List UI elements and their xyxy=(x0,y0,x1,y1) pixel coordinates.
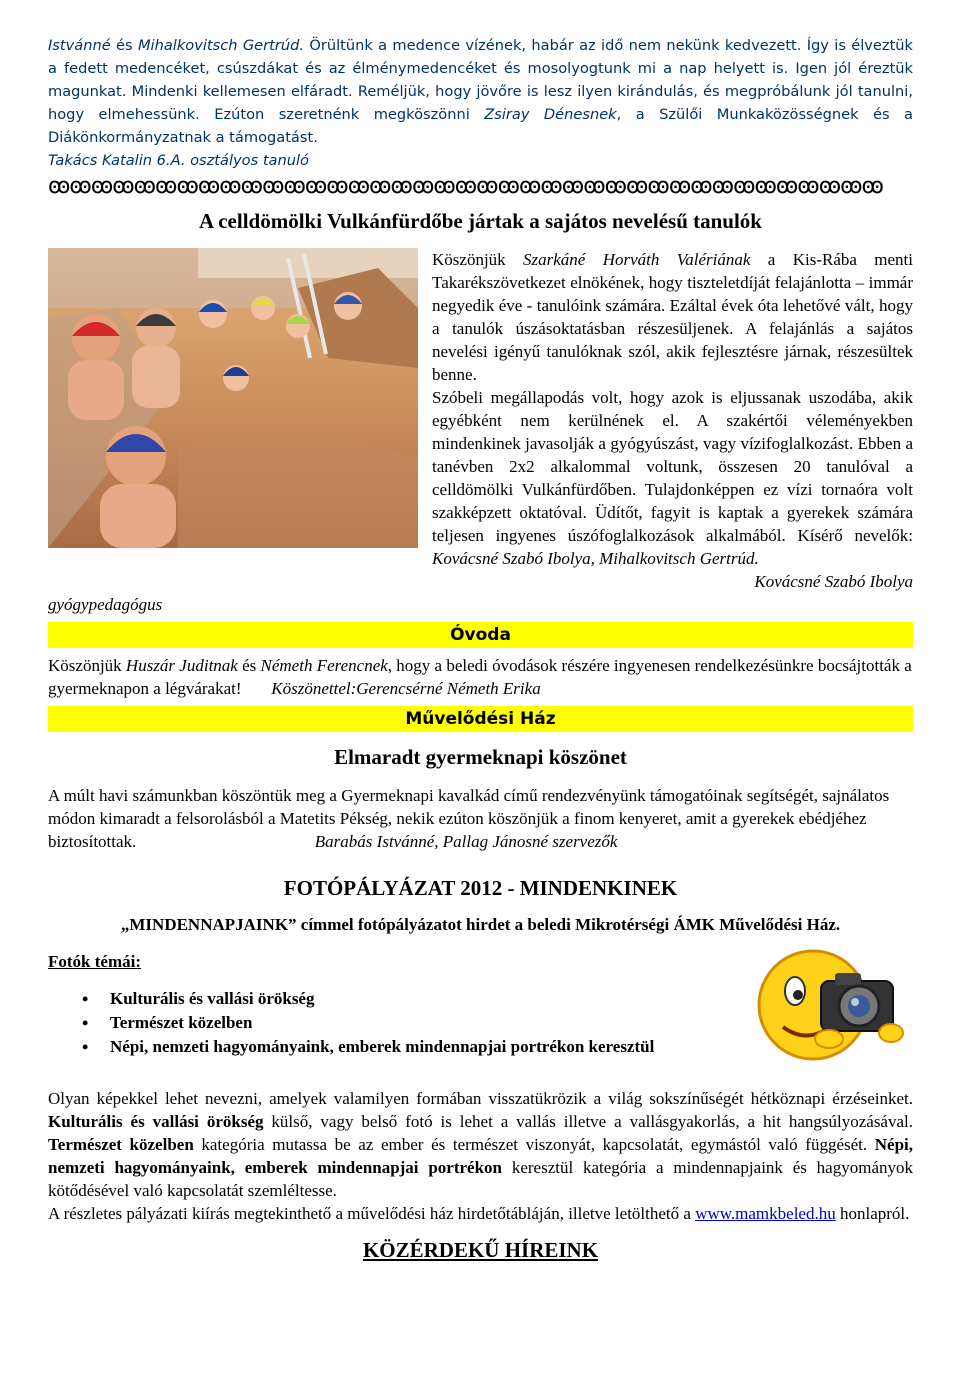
donor-name: Szarkáné Horváth Valériának xyxy=(523,250,751,269)
foto-text: Olyan képekkel lehet nevezni, amelyek valamilyen formában visszatükrözik a világ sokszínűségét hétköznapi érzéseinket. xyxy=(48,1089,913,1108)
article-text: Köszönjük xyxy=(432,250,524,269)
newsletter-page xyxy=(48,34,913,1263)
foto-category-3: Népi, nemzeti hagyományaink, emberek mindennapjai portrékon xyxy=(48,1135,913,1177)
website-link[interactable]: www.mamkbeled.hu xyxy=(695,1204,836,1223)
teacher-names: Kovácsné Szabó Ibolya, Mihalkovitsch Gertrúd. xyxy=(432,549,759,568)
ovoda-name-2: Németh Ferencnek xyxy=(260,656,388,675)
section-bar-muvelodesi-haz: Művelődési Ház xyxy=(48,706,913,732)
topic-item: • Kulturális és vallási örökség xyxy=(110,987,913,1011)
ovoda-thanks xyxy=(48,654,913,700)
conjunction: és xyxy=(237,656,261,675)
article-text-3: Szóbeli megállapodás volt, hogy azok is eljussanak uszodába, akik egyébként nem kerülnének el. A szakértői véleményekben mindenkinek javasolják a gyógyúszást, vagy vízifoglalkozást. Ebben a tanévben 2x2 alkalommal voltunk, összesen 20 tanulóval a celldömölki Vulkánfürdőben. Tulajdonképpen ez vízi tornaóra volt szakképzett oktatóval. Üdítőt, fagyit is kaptak a gyerekek számára teljesen ingyenes úszófoglalkozások alkalmából. Kísérő nevelők: xyxy=(432,388,913,545)
muvelodesi-title: Elmaradt gyermeknapi köszönet xyxy=(334,745,627,769)
muvelodesi-body: A múlt havi számunkban köszöntük meg a Gyermeknapi kavalkád című rendezvényünk támogatóinak segítségét, sajnálatos módon kimaradt a felsorolásból a Matetits Pékség, nekik ezúton köszönjük a finom kenyeret, amit a gyerekek ebédjéhez biztosítottak. xyxy=(48,786,890,851)
author-name-2: Mihalkovitsch Gertrúd. xyxy=(137,37,304,54)
muvelodesi-text xyxy=(48,784,913,853)
topic-item: • Népi, nemzeti hagyományaink, emberek mindennapjai portrékon keresztül xyxy=(110,1035,913,1059)
section-bar-ovoda: Óvoda xyxy=(48,622,913,648)
topics-label: Fotók témái: xyxy=(48,952,142,971)
conjunction: és xyxy=(110,37,138,54)
article-text-2: a Kis-Rába menti Takarékszövetkezet elnökének, hogy tiszteletdíját felajánlotta – immár negyedik éve - tanulóink számára. Ezáltal évek óta lehetővé vált, hogy a tanulók úszásoktatásban részesüljenek. A felajánlás a sajátos nevelési igényű tanulóknak szól, akik fejlesztésre járnak, részesültek benne. xyxy=(432,250,913,384)
ovoda-signature: Köszönettel:Gerencsérné Németh Erika xyxy=(271,679,541,698)
foto-text-3: kategória mutassa be az ember és természet viszonyát, kapcsolatát, egymástól való függését. xyxy=(193,1135,875,1154)
foto-category-1: Kulturális és vallási örökség xyxy=(48,1112,264,1131)
topics-block xyxy=(48,987,913,1081)
pool-photo-image xyxy=(48,248,418,548)
report-body: Örültünk a medence vízének, habár az idő nem nekünk kedvezett. Így is élveztük a fedett medencéket, csúszdákat és az élménymedencéket és mosolyogtunk mi a nap helyett is. Igen jól éreztük magunkat. Mindenki kellemesen elfáradt. Reméljük, hogy jövőre is lesz ilyen kirándulás, és megpróbálunk jól tanulni, hogy elmehessünk. Ezúton szeretnénk megköszönni xyxy=(48,37,913,123)
foto-contest-call: „MINDENNAPJAINK” címmel fotópályázatot hirdet a beledi Mikrotérségi ÁMK Művelődési Ház. xyxy=(120,915,841,934)
ovoda-text: Köszönjük xyxy=(48,656,126,675)
foto-contest-text xyxy=(48,1087,913,1225)
article-signature-role: gyógypedagógus xyxy=(48,595,163,614)
report-signature: Takács Katalin 6.A. osztályos tanuló xyxy=(48,152,309,169)
topic-item: • Természet közelben xyxy=(110,1011,913,1035)
foto-contest-title: FOTÓPÁLYÁZAT 2012 - MINDENKINEK xyxy=(283,876,678,900)
report-body-2: , a Szülői Munkaközösségnek és a Diákönkormányzatnak a támogatást. xyxy=(48,106,913,146)
ovoda-text-2: , hogy a beledi óvodások részére ingyenesen rendelkezésünkre bocsájtották a gyermeknapon a légvárakat! xyxy=(48,656,912,698)
swim-report xyxy=(48,34,913,172)
article-signature-name: Kovácsné Szabó Ibolya xyxy=(754,572,913,591)
author-name: Istvánné xyxy=(48,37,111,54)
ovoda-name-1: Huszár Juditnak xyxy=(125,656,238,675)
public-news-title: KÖZÉRDEKŰ HÍREINK xyxy=(362,1238,599,1262)
foto-text-5: A részletes pályázati kiírás megtekinthető a művelődési ház hirdetőtábláján, illetve letölthető a xyxy=(48,1204,696,1223)
muvelodesi-signature: Barabás Istvánné, Pallag Jánosné szervezők xyxy=(314,832,618,851)
swimming-pool-photo xyxy=(48,248,418,548)
foto-text-2: külső, vagy belső fotó is lehet a vallás illetve a vallásgyakorlás, a hit hangsúlyozásával. xyxy=(263,1112,914,1131)
foto-category-2: Természet közelben xyxy=(48,1135,194,1154)
foto-text-4: keresztül kategória a mindennapjaink és hagyományok kötődésével való kapcsolatát szemléltesse. xyxy=(48,1158,913,1200)
decorative-divider: ꙭꙭꙭꙭꙭꙭꙭꙭꙭꙭꙭꙭꙭꙭꙭꙭꙭꙭꙭꙭꙭꙭꙭꙭꙭꙭꙭꙭꙭꙭꙭꙭꙭꙭꙭꙭꙭꙭꙭ xyxy=(48,174,883,199)
pool-article xyxy=(48,248,913,616)
pool-article-title: A celldömölki Vulkánfürdőbe jártak a sajátos nevelésű tanulók xyxy=(198,209,762,233)
camera-smiley-icon xyxy=(743,943,913,1063)
thanks-name: Zsiray Dénesnek xyxy=(484,106,617,123)
foto-text-6: honlapról. xyxy=(835,1204,910,1223)
